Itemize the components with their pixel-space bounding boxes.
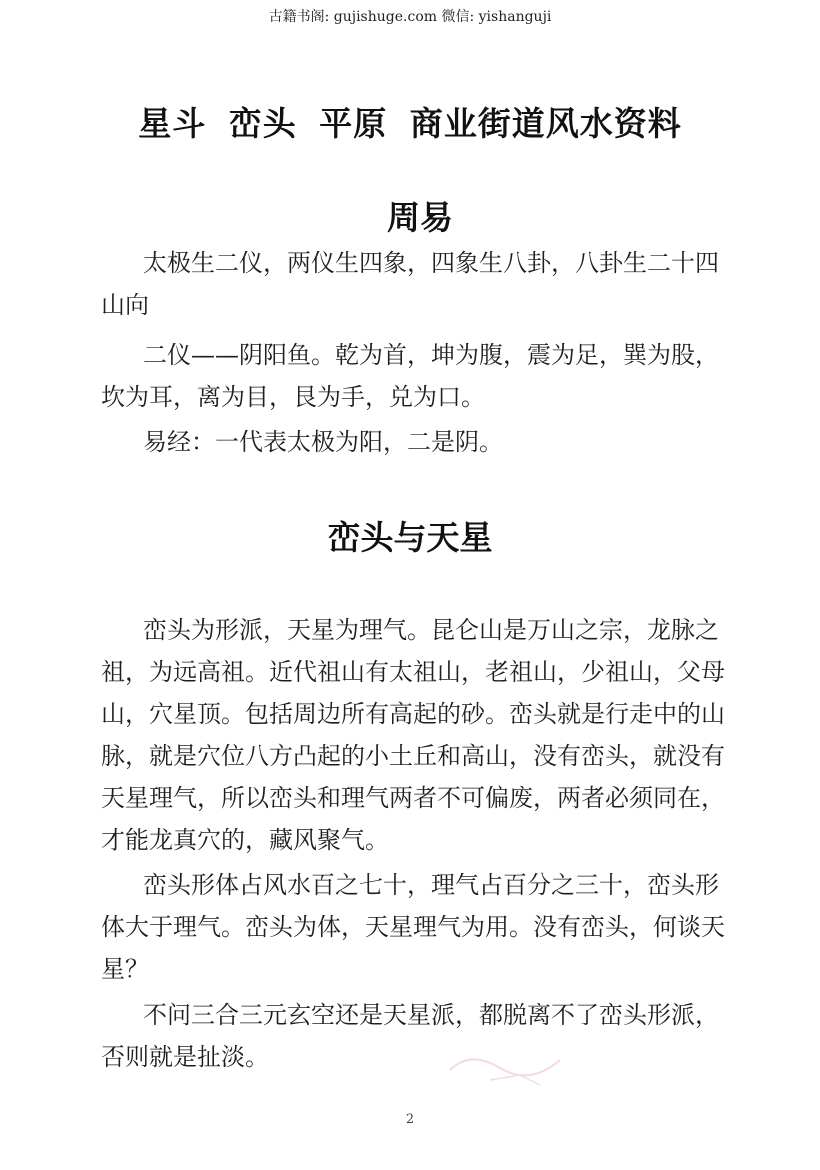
paragraph-line: 天星理气，所以峦头和理气两者不可偏废，两者必须同在，	[101, 784, 725, 812]
page-title: 星斗 峦头 平原 商业街道风水资料	[138, 104, 682, 143]
paragraph-line: 山向	[101, 291, 149, 319]
paragraph-line: 太极生二仪，两仪生四象，四象生八卦，八卦生二十四	[143, 249, 719, 277]
paragraph-line: 才能龙真穴的，藏风聚气。	[101, 826, 389, 854]
watermark-header: 古籍书阁: gujishuge.com 微信: yishanguji	[268, 9, 552, 25]
paragraph-line: 星？	[101, 955, 149, 983]
paragraph-line: 峦头为形派，天星为理气。昆仑山是万山之宗，龙脉之	[143, 616, 719, 644]
paragraph-line: 山，穴星顶。包括周边所有高起的砂。峦头就是行走中的山	[101, 700, 725, 728]
paragraph-line: 易经：一代表太极为阳，二是阴。	[143, 428, 503, 456]
paragraph-line: 坎为耳，离为目，艮为手，兑为口。	[101, 383, 485, 411]
paragraph-line: 脉，就是穴位八方凸起的小土丘和高山，没有峦头，就没有	[101, 742, 725, 770]
paragraph-line: 不问三合三元玄空还是天星派，都脱离不了峦头形派，	[143, 1001, 719, 1029]
paragraph-line: 否则就是扯淡。	[101, 1043, 269, 1071]
paragraph-line: 体大于理气。峦头为体，天星理气为用。没有峦头，何谈天	[101, 913, 725, 941]
section-heading-zhouyi: 周易	[387, 198, 453, 237]
paragraph-line: 二仪——阴阳鱼。乾为首，坤为腹，震为足，巽为股，	[143, 341, 719, 369]
section-heading-luantou-tianxing: 峦头与天星	[327, 518, 493, 557]
faint-stamp-mark	[430, 1040, 580, 1090]
paragraph-line: 峦头形体占风水百之七十，理气占百分之三十，峦头形	[143, 871, 719, 899]
paragraph-line: 祖，为远高祖。近代祖山有太祖山，老祖山，少祖山，父母	[101, 658, 725, 686]
page-number: 2	[405, 1112, 415, 1127]
